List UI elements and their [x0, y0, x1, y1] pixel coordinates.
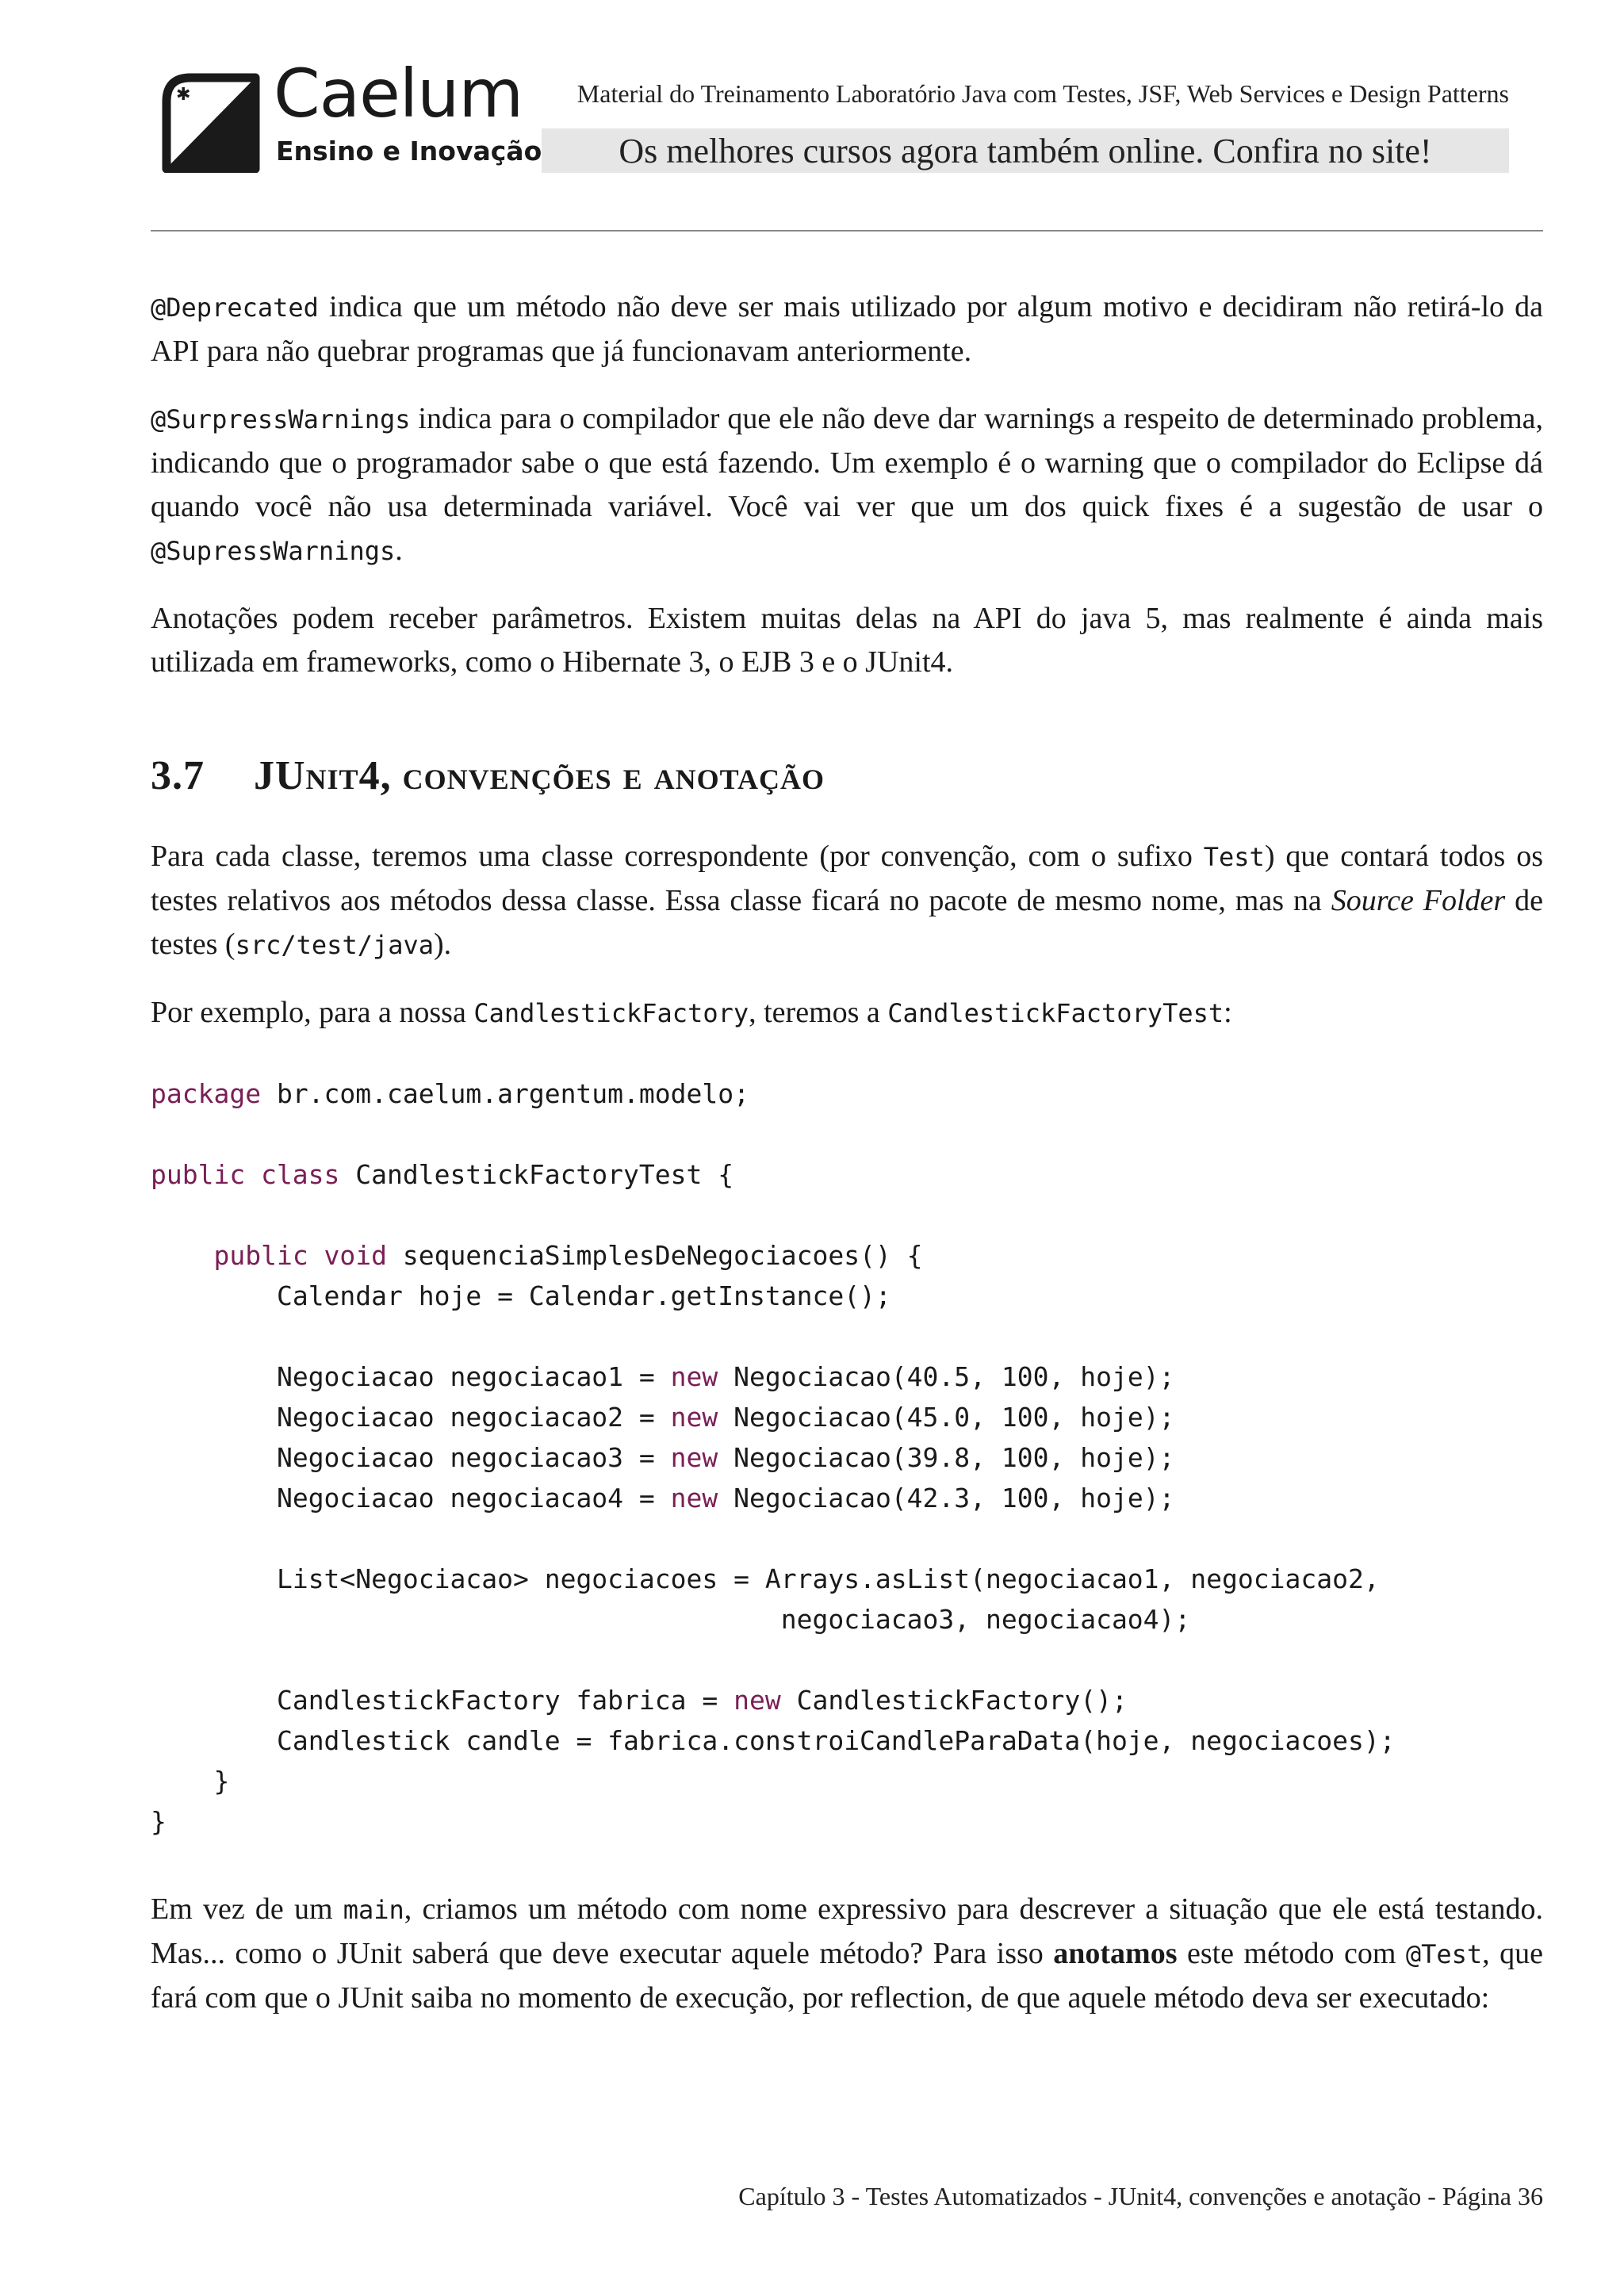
inline-code: Test: [1203, 842, 1265, 872]
code-text: CandlestickFactoryTest {: [339, 1159, 734, 1190]
code-keyword: new: [670, 1402, 718, 1433]
inline-code: @Deprecated: [151, 293, 319, 323]
brand-name: Caelum: [274, 55, 523, 132]
code-text: CandlestickFactory();: [780, 1685, 1128, 1716]
paragraph-suppresswarnings: [151, 397, 1543, 573]
svg-text:✱: ✱: [176, 85, 191, 105]
code-text: negociacao3, negociacao4);: [780, 1604, 1191, 1635]
section-heading: [151, 752, 1543, 800]
page-header: [151, 55, 1509, 184]
paragraph-text: Por exemplo, para a nossa: [151, 996, 474, 1029]
code-text: Negociacao(45.0, 100, hoje);: [718, 1402, 1175, 1433]
code-text: Negociacao(42.3, 100, hoje);: [718, 1483, 1175, 1513]
code-keyword: package: [151, 1078, 262, 1109]
code-text: }: [151, 1806, 167, 1837]
inline-code: CandlestickFactoryTest: [887, 998, 1224, 1028]
code-text: Negociacao(40.5, 100, hoje);: [718, 1361, 1175, 1392]
page-content: [151, 285, 1543, 2044]
code-text: sequenciaSimplesDeNegociacoes() {: [387, 1240, 923, 1271]
paragraph-text: ) que contará todos os testes relativos aos métodos dessa classe. Essa classe ficará no pacote de mesmo nome, mas na: [151, 840, 1543, 917]
header-divider: [151, 230, 1543, 232]
code-text: Calendar hoje = Calendar.getInstance();: [276, 1280, 891, 1311]
code-text: CandlestickFactory fabrica =: [276, 1685, 734, 1716]
paragraph-text: , que fará com que o JUnit saiba no momento de execução, por reflection, de que aquele método deva ser executado:: [151, 1937, 1544, 2015]
paragraph-text: de testes (: [151, 884, 1543, 961]
caelum-logo-icon: [159, 70, 262, 173]
inline-code: CandlestickFactory: [473, 998, 749, 1028]
code-keyword: new: [670, 1483, 718, 1513]
emphasis: Source Folder: [1331, 884, 1506, 917]
brand-tagline: Ensino e Inovação: [276, 136, 542, 166]
code-text: Negociacao negociacao4 =: [276, 1483, 671, 1513]
paragraph-example: [151, 991, 1543, 1035]
paragraph-deprecated: [151, 285, 1543, 373]
code-text: Negociacao(39.8, 100, hoje);: [718, 1442, 1175, 1473]
inline-code: main: [343, 1895, 404, 1925]
paragraph-annotations-params: Anotações podem receber parâmetros. Existem muitas delas na API do java 5, mas realmente é ainda mais utilizada em frameworks, como o Hibernate 3, o EJB 3 e o JUnit4.: [151, 602, 1543, 679]
paragraph-test-annotation: [151, 1888, 1543, 2020]
code-keyword: new: [670, 1442, 718, 1473]
paragraph-text: :: [1224, 996, 1232, 1029]
code-text: br.com.caelum.argentum.modelo;: [261, 1078, 749, 1109]
inline-code: @SurpressWarnings: [151, 404, 411, 434]
code-text: Negociacao negociacao2 =: [276, 1402, 671, 1433]
section-number: 3.7: [151, 753, 205, 798]
paragraph-text: indica que um método não deve ser mais utilizado por algum motivo e decidiram não retirá-lo da API para não quebrar programas que já funcionavam anteriormente.: [151, 290, 1543, 368]
code-keyword: new: [670, 1361, 718, 1392]
promo-banner: Os melhores cursos agora também online. Confira no site!: [542, 128, 1509, 173]
code-text: List<Negociacao> negociacoes = Arrays.asList(negociacao1, negociacao2,: [276, 1563, 1380, 1594]
paragraph-text: Para cada classe, teremos uma classe correspondente (por convenção, com o sufixo: [151, 840, 1204, 873]
code-block: [151, 1073, 1543, 1842]
material-title: Material do Treinamento Laboratório Java com Testes, JSF, Web Services e Design Patterns: [576, 79, 1509, 108]
inline-code: @Test: [1405, 1939, 1483, 1969]
code-keyword: new: [733, 1685, 781, 1716]
code-keyword: public void: [213, 1240, 388, 1271]
paragraph-text: , criamos um método com nome expressivo para descrever a situação que ele está testando. Mas... como o JUnit saberá que deve executar aquele método? Para isso: [151, 1892, 1543, 1970]
inline-code: src/test/java: [235, 930, 435, 960]
paragraph-text: Em vez de um: [151, 1892, 343, 1926]
bold-text: anotamos: [1053, 1937, 1178, 1970]
section-title: JUnit4, convenções e anotação: [254, 753, 825, 798]
inline-code: @SupressWarnings: [151, 536, 396, 566]
paragraph-text: .: [395, 534, 403, 567]
code-text: Candlestick candle = fabrica.constroiCandleParaData(hoje, negociacoes);: [276, 1725, 1396, 1756]
page-footer: Capítulo 3 - Testes Automatizados - JUnit4, convenções e anotação - Página 36: [738, 2182, 1543, 2210]
paragraph-conventions: [151, 835, 1543, 967]
paragraph-text: , teremos a: [749, 996, 888, 1029]
code-text: Negociacao negociacao1 =: [276, 1361, 671, 1392]
code-keyword: public class: [151, 1159, 340, 1190]
code-text: }: [213, 1766, 230, 1797]
code-text: Negociacao negociacao3 =: [276, 1442, 671, 1473]
paragraph-text: este método com: [1177, 1937, 1406, 1970]
paragraph-text: ).: [434, 928, 452, 961]
paragraph-text: indica para o compilador que ele não deve dar warnings a respeito de determinado problema, indicando que o programador sabe o que está fazendo. Um exemplo é o warning que o compilador do Eclipse dá quando você não usa determinada variável. Você vai ver que um dos quick fixes é a sugestão de usar o: [151, 402, 1543, 523]
